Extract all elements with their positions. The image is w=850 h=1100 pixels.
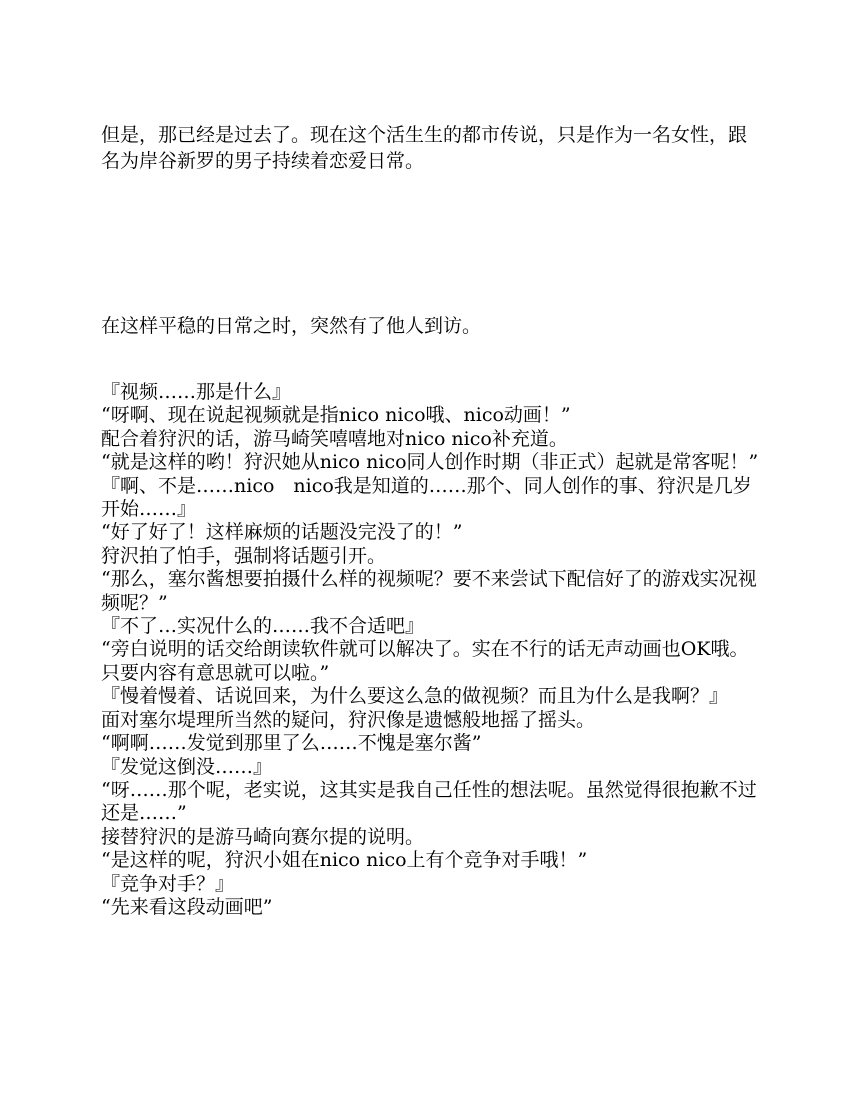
dialogue-line: “啊啊……发觉到那里了么……不愧是塞尔酱” [101, 732, 482, 755]
dialogue-line: 『慢着慢着、话说回来，为什么要这么急的做视频？而且为什么是我啊？』 [101, 685, 729, 708]
dialogue-line: 面对塞尔堤理所当然的疑问，狩沢像是遗憾般地摇了摇头。 [101, 708, 596, 731]
dialogue-line: “旁白说明的话交给朗读软件就可以解决了。实在不行的话无声动画也OK哦。只要内容有意思就可以啦。” [101, 638, 749, 684]
dialogue-line: 『视频……那是什么』 [101, 381, 292, 403]
narration-paragraph: 在这样平稳的日常之时，突然有了他人到访。 [101, 315, 482, 337]
dialogue-line: 『不了…实况什么的……我不合适吧』 [101, 615, 425, 638]
dialogue-line: “好了好了！这样麻烦的话题没完没了的！” [101, 521, 463, 544]
dialogue-line: 配合着狩沢的话，游马崎笑嘻嘻地对nico nico补充道。 [101, 427, 568, 450]
dialogue-line: “就是这样的哟！狩沢她从nico nico同人创作时期（非正式）起就是常客呢！” [101, 451, 759, 474]
dialogue-line: 『竞争对手？』 [101, 872, 235, 895]
dialogue-line: “先来看这段动画吧” [101, 895, 273, 918]
dialogue-line: “呀……那个呢，老实说，这其实是我自己任性的想法呢。虽然觉得很抱歉不过还是……” [101, 778, 757, 825]
dialogue-line: 『啊、不是……nico nico我是知道的……那个、同人创作的事、狩沢是几岁开始……』 [101, 474, 752, 521]
dialogue-line: 狩沢拍了怕手，强制将话题引开。 [101, 544, 387, 567]
dialogue-line: “呀啊、现在说起视频就是指nico nico哦、nico动画！” [101, 404, 571, 427]
dialogue-line: “那么，塞尔酱想要拍摄什么样的视频呢？要不来尝试下配信好了的游戏实况视频呢？” [101, 568, 757, 614]
narration-paragraph: 但是，那已经是过去了。现在这个活生生的都市传说，只是作为一名女性，跟名为岸谷新罗的男子持续着恋爱日常。 [101, 124, 748, 172]
dialogue-line: “是这样的呢，狩沢小姐在nico nico上有个竞争对手哦！” [101, 849, 588, 872]
dialogue-line: 『发觉这倒没……』 [101, 755, 273, 778]
dialogue-line: 接替狩沢的是游马崎向赛尔提的说明。 [101, 825, 425, 848]
dialogue-block [101, 381, 761, 919]
